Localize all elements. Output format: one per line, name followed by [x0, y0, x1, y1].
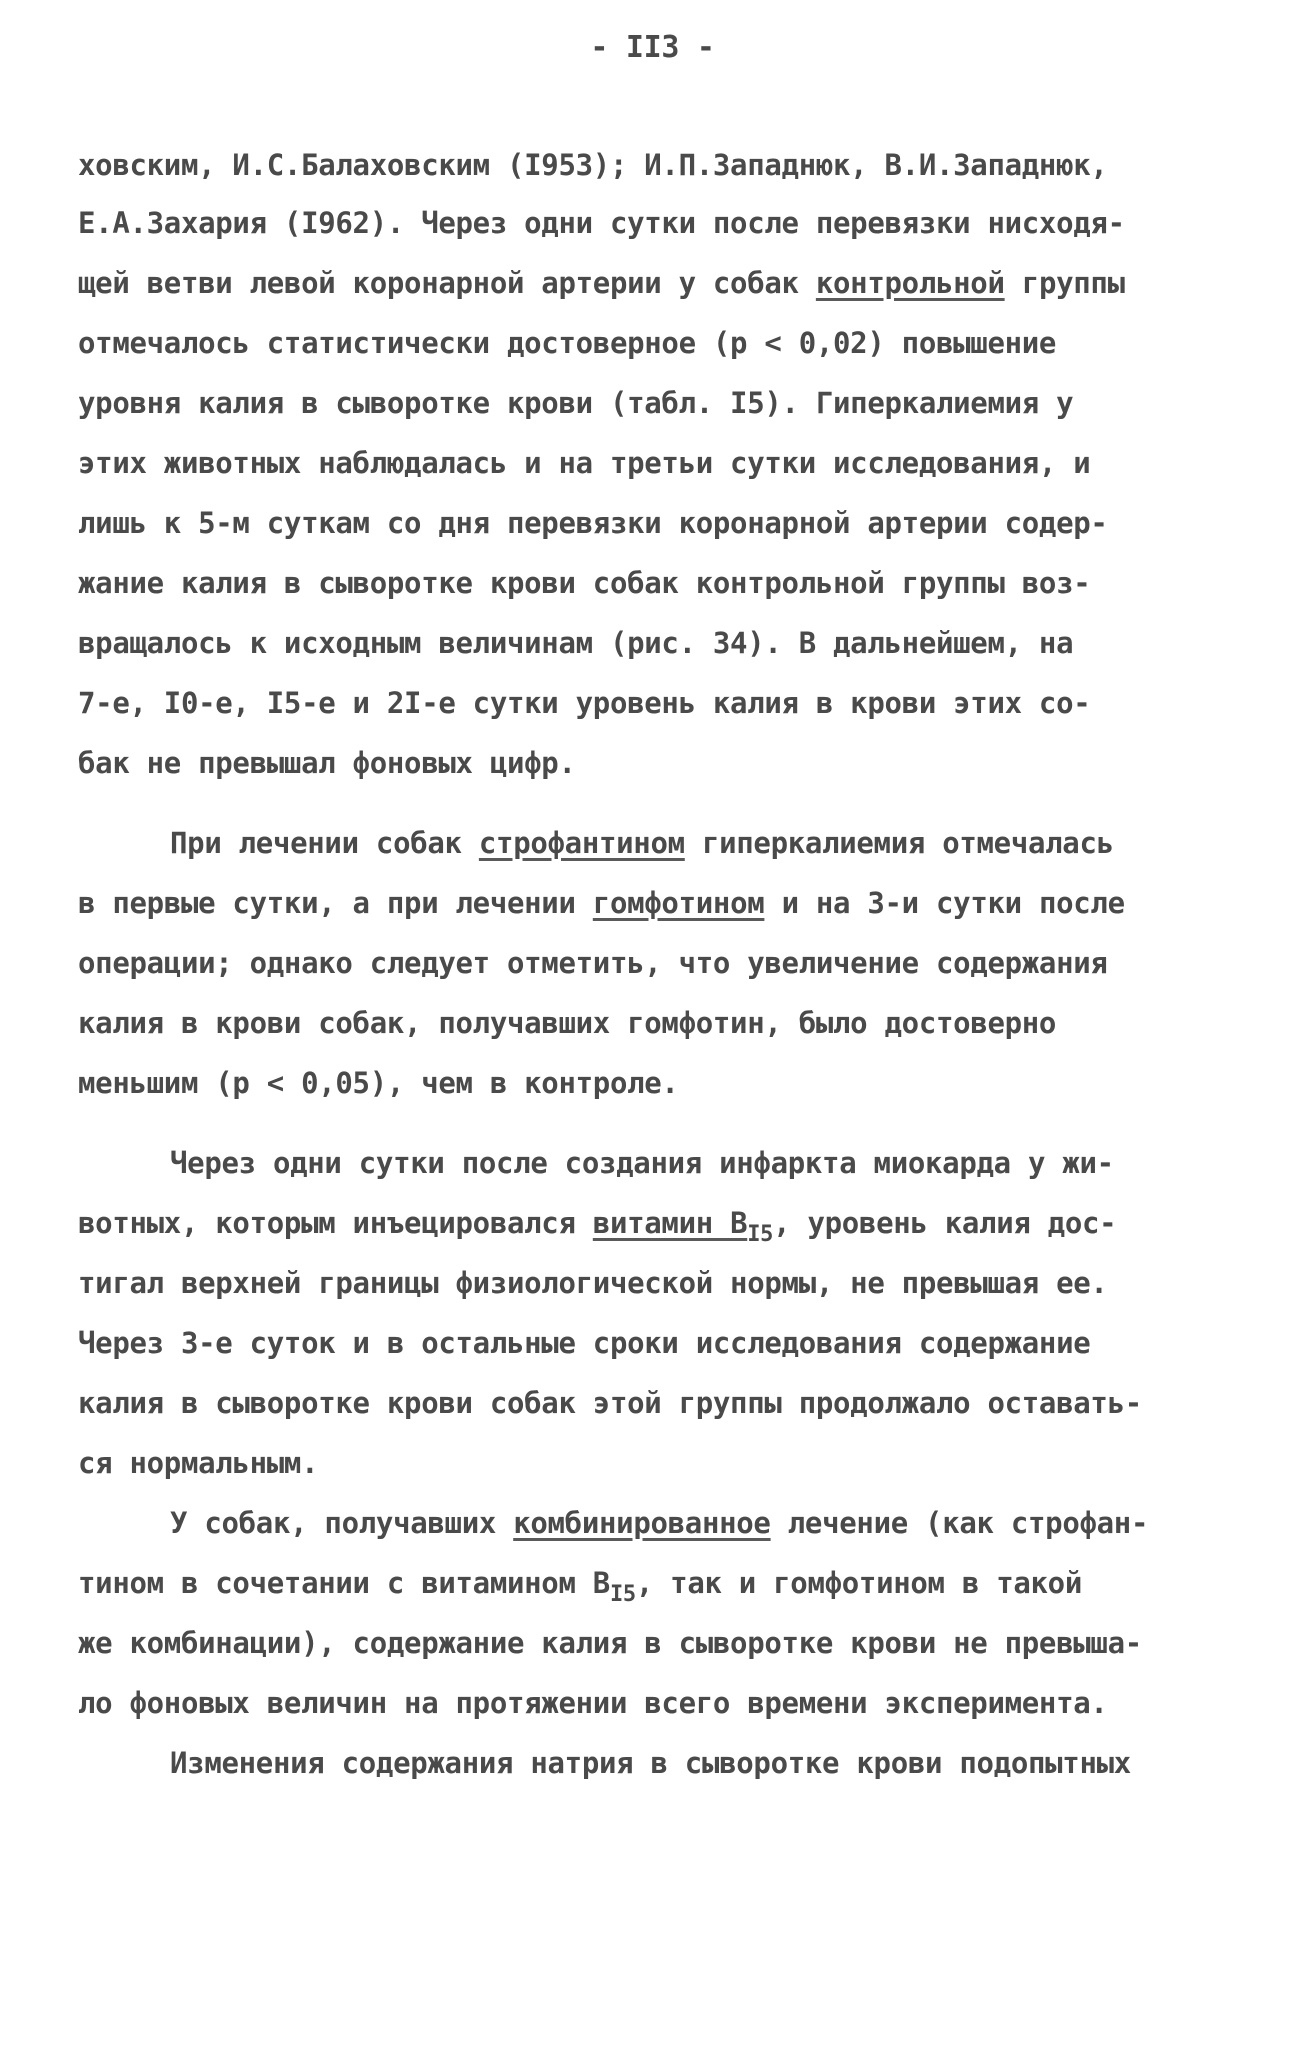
- text-line: операции; однако следует отметить, что увеличение содержания: [78, 946, 1108, 980]
- text-line: [170, 823, 1114, 863]
- text-line: [78, 883, 1125, 923]
- underlined-term: комбинированное: [513, 1506, 771, 1540]
- text-line: вращалось к исходным величинам (рис. 34). В дальнейшем, на: [78, 626, 1074, 660]
- underlined-term: контрольной: [815, 266, 1005, 300]
- text-span: витамин В: [592, 1206, 748, 1240]
- text-line: Изменения содержания натрия в сыворотке крови подопытных: [170, 1746, 1131, 1780]
- underlined-term: гомфотином: [592, 886, 765, 920]
- text-line: тигал верхней границы физиологической нормы, не превышая ее.: [78, 1266, 1108, 1300]
- text-line: бак не превышал фоновых цифр.: [78, 746, 576, 780]
- text-line: калия в сыворотке крови собак этой группы продолжало оставать-: [78, 1386, 1142, 1420]
- text-span: лечение (как строфан-: [770, 1506, 1149, 1540]
- text-line: ло фоновых величин на протяжении всего времени эксперимента.: [78, 1686, 1108, 1720]
- page-number: - II3 -: [590, 30, 715, 65]
- text-line: лишь к 5-м суткам со дня перевязки коронарной артерии содер-: [78, 506, 1108, 540]
- text-span: и на 3-и сутки после: [764, 886, 1125, 920]
- text-span: , так и гомфотином в такой: [635, 1566, 1082, 1600]
- text-line: же комбинации), содержание калия в сыворотке крови не превыша-: [78, 1626, 1142, 1660]
- text-line: [78, 1563, 1082, 1607]
- text-span: группы: [1004, 266, 1125, 300]
- text-line: уровня калия в сыворотке крови (табл. I5). Гиперкалиемия у: [78, 386, 1074, 420]
- text-line: Через одни сутки после создания инфаркта миокарда у жи-: [170, 1146, 1114, 1180]
- text-line: ховским, И.С.Балаховским (I953); И.П.Западнюк, В.И.Западнюк,: [78, 148, 1108, 182]
- text-line: ся нормальным.: [78, 1446, 319, 1480]
- text-span: щей ветви левой коронарной артерии у собак: [78, 266, 816, 300]
- text-line: меньшим (р < 0,05), чем в контроле.: [78, 1066, 679, 1100]
- text-line: [78, 1203, 1117, 1247]
- text-span: вотных, которым инъецировался: [78, 1206, 593, 1240]
- subscript: I5: [609, 1582, 636, 1607]
- text-line: 7-е, I0-е, I5-е и 2I-е сутки уровень калия в крови этих со-: [78, 686, 1091, 720]
- text-line: жание калия в сыворотке крови собак контрольной группы воз-: [78, 566, 1091, 600]
- text-span: тином в сочетании с витамином В: [78, 1566, 610, 1600]
- text-span: гиперкалиемия отмечалась: [684, 826, 1114, 860]
- text-span: При лечении собак: [170, 826, 479, 860]
- text-line: [78, 263, 1125, 303]
- text-line: Через 3-е суток и в остальные сроки исследования содержание: [78, 1326, 1091, 1360]
- text-line: калия в крови собак, получавших гомфотин, было достоверно: [78, 1006, 1057, 1040]
- underlined-term: [592, 1206, 774, 1247]
- text-line: этих животных наблюдалась и на третьи сутки исследования, и: [78, 446, 1091, 480]
- underlined-term: строфантином: [478, 826, 685, 860]
- text-span: У собак, получавших: [170, 1506, 514, 1540]
- text-line: отмечалось статистически достоверное (р < 0,02) повышение: [78, 326, 1057, 360]
- subscript: I5: [747, 1222, 774, 1247]
- text-span: в первые сутки, а при лечении: [78, 886, 593, 920]
- text-line: Е.А.Захария (I962). Через одни сутки после перевязки нисходя-: [78, 206, 1125, 240]
- text-line: [170, 1503, 1148, 1543]
- text-span: , уровень калия дос-: [773, 1206, 1117, 1240]
